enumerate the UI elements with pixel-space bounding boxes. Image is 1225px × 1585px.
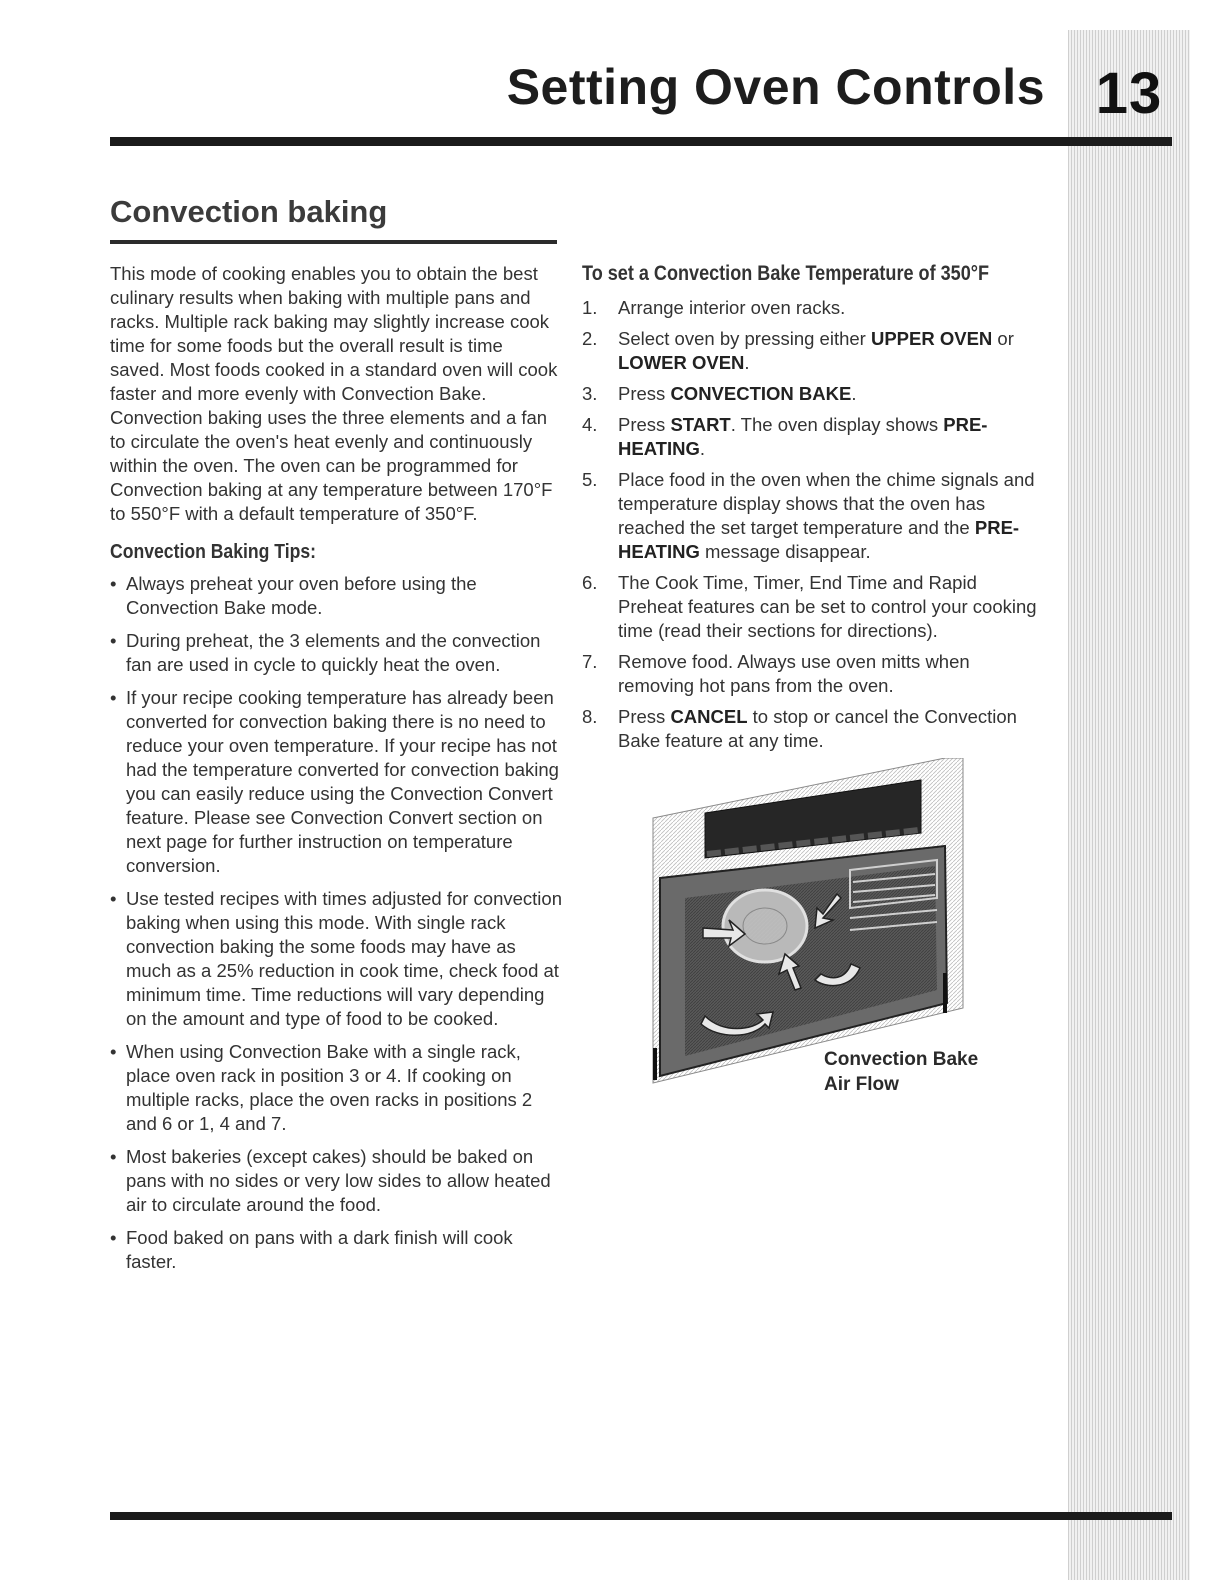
section-divider — [110, 240, 557, 244]
step-item — [582, 296, 1042, 320]
steps-list — [582, 296, 1042, 753]
section-title: Convection baking — [110, 194, 388, 229]
step-number: 6. — [582, 572, 598, 593]
step-number: 1. — [582, 297, 598, 318]
step-keyword: PRE-HEATING — [618, 517, 1020, 562]
tip-text: Always preheat your oven before using the Convection Bake mode. — [126, 573, 477, 618]
step-number: 4. — [582, 414, 598, 435]
step-keyword: CANCEL — [670, 706, 748, 727]
step-text: . — [851, 383, 857, 404]
step-text: . The oven display shows — [730, 414, 944, 435]
intro-paragraph: This mode of cooking enables you to obtain the best culinary results when baking with multiple pans and racks. Multiple rack baking may slightly increase cook time for some foods but the overall result is time saved. Most foods cooked in a standard oven will cook faster and more evenly with Convection Bake. Convection baking uses the three elements and a fan to circulate the oven's heat evenly and continuously within the oven. The oven can be programmed for Convection baking at any temperature between 170°F to 550°F with a default temperature of 350°F. — [110, 263, 558, 524]
step-text: or — [992, 328, 1014, 349]
bullet-icon: • — [110, 573, 117, 594]
bullet-icon: • — [110, 630, 117, 651]
tip-text: Food baked on pans with a dark finish will cook faster. — [126, 1227, 513, 1272]
step-text: . — [744, 352, 750, 373]
bullet-icon: • — [110, 1146, 117, 1167]
step-text: . — [699, 438, 706, 459]
page-number: 13 — [1095, 60, 1163, 126]
door-latch — [943, 973, 947, 1013]
page-title: Setting Oven Controls — [506, 59, 1045, 115]
right-column — [582, 262, 1042, 760]
step-item — [582, 382, 1042, 406]
steps-heading: To set a Convection Bake Temperature of 350°F — [582, 262, 989, 285]
oven-airflow-illustration — [645, 758, 975, 1093]
door-latch — [653, 1048, 657, 1080]
step-keyword: UPPER OVEN — [870, 328, 993, 349]
step-text: Place food in the oven when the chime signals and temperature display shows that the oven has reached the set target temperature and the — [618, 469, 1035, 538]
step-text: Press — [618, 383, 671, 404]
tip-item — [110, 887, 562, 1031]
step-item — [582, 705, 1042, 753]
step-number: 3. — [582, 383, 598, 404]
step-text: to stop or cancel the Convection Bake feature at any time. — [618, 706, 1017, 751]
side-tab-strip — [1068, 30, 1190, 1580]
step-text: Remove food. Always use oven mitts when removing hot pans from the oven. — [618, 651, 970, 696]
bullet-icon: • — [110, 687, 117, 708]
figure-caption — [824, 1047, 978, 1097]
step-item — [582, 413, 1042, 461]
step-text: The Cook Time, Timer, End Time and Rapid Preheat features can be set to control your cooking time (read their sections for directions). — [618, 572, 1037, 641]
figure-caption-line: Air Flow — [824, 1074, 899, 1095]
step-text: message disappear. — [699, 541, 871, 562]
tip-item — [110, 1145, 562, 1217]
bullet-icon: • — [110, 888, 117, 909]
step-item — [582, 571, 1042, 643]
tip-item — [110, 572, 562, 620]
step-keyword: PRE-HEATING — [618, 414, 988, 459]
tip-text: During preheat, the 3 elements and the convection fan are used in cycle to quickly heat the oven. — [126, 630, 541, 675]
tip-item — [110, 686, 562, 878]
step-number: 8. — [582, 706, 598, 727]
tip-item — [110, 629, 562, 677]
tip-text: If your recipe cooking temperature has already been converted for convection baking there is no need to reduce your oven temperature. If your recipe has not had the temperature converted for convection baking you can easily reduce using the Convection Convert feature. Please see Convection Convert section on next page for further instruction on temperature conversion. — [126, 687, 559, 876]
page-number-tab — [1068, 48, 1190, 138]
tip-item — [110, 1226, 562, 1274]
figure-caption-line: Convection Bake — [824, 1049, 979, 1070]
step-number: 5. — [582, 469, 598, 490]
tip-text: Most bakeries (except cakes) should be baked on pans with no sides or very low sides to allow heated air to circulate around the food. — [126, 1146, 551, 1215]
tip-text: When using Convection Bake with a single rack, place oven rack in position 3 or 4. If cooking on multiple racks, place the oven racks in positions 2 and 6 or 1, 4 and 7. — [126, 1041, 533, 1134]
step-keyword: START — [670, 414, 731, 435]
step-keyword: CONVECTION BAKE — [670, 383, 852, 404]
header-divider — [110, 137, 1172, 146]
step-number: 7. — [582, 651, 598, 672]
bullet-icon: • — [110, 1041, 117, 1062]
step-text: Press — [618, 414, 671, 435]
step-text: Select oven by pressing either — [618, 328, 871, 349]
step-item — [582, 650, 1042, 698]
bullet-icon: • — [110, 1227, 117, 1248]
tip-text: Use tested recipes with times adjusted for convection baking when using this mode. With single rack convection baking the some foods may have as much as a 25% reduction in cook time, check food at minimum time. Time reductions will vary depending on the amount and type of food to be cooked. — [126, 888, 562, 1029]
tip-item — [110, 1040, 562, 1136]
step-item — [582, 468, 1042, 564]
step-text: Press — [618, 706, 671, 727]
left-column — [110, 262, 562, 1283]
step-number: 2. — [582, 328, 598, 349]
tips-list — [110, 572, 562, 1274]
footer-divider — [110, 1512, 1172, 1520]
step-item — [582, 327, 1042, 375]
step-text: Arrange interior oven racks. — [618, 297, 846, 318]
step-keyword: LOWER OVEN — [618, 352, 745, 373]
tips-heading: Convection Baking Tips: — [110, 541, 317, 563]
